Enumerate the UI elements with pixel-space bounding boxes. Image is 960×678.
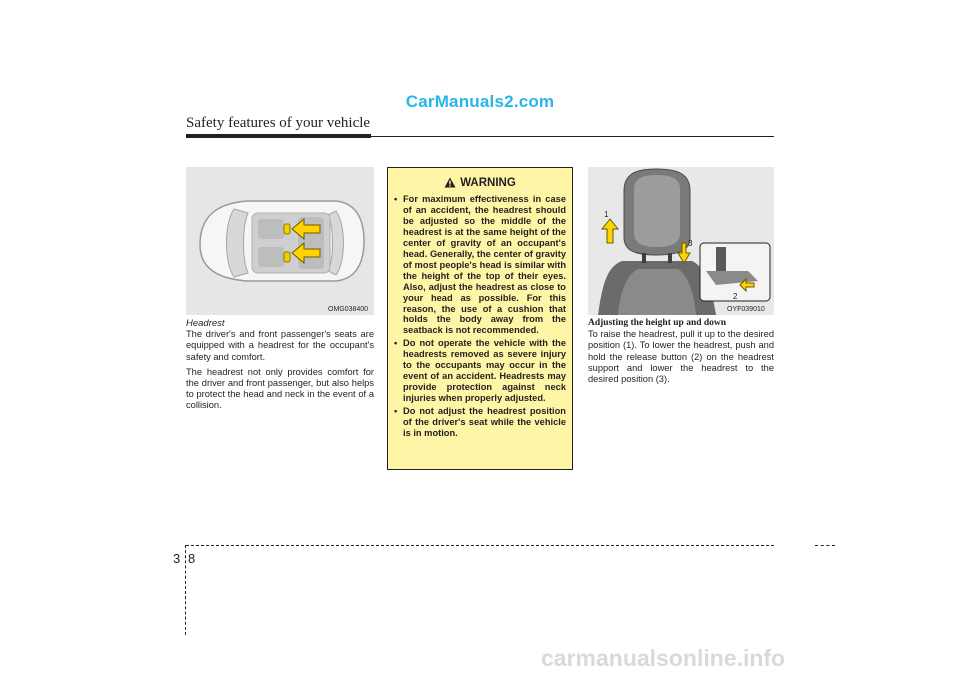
header-rule-thin: [371, 136, 774, 137]
car-top-view-illustration: [186, 167, 374, 315]
callout-3: 3: [688, 239, 693, 248]
adjusting-height-paragraph: To raise the headrest, pull it up to the desired position (1). To lower the headrest, push and hold the release button (2) on the headrest support and lower the headrest to the desired position (3).: [588, 329, 774, 385]
footer-rule: [186, 545, 774, 546]
section-title: Safety features of your vehicle: [186, 115, 371, 131]
warning-title: WARNING: [460, 177, 516, 189]
headrest-adjustment-figure: [588, 167, 774, 315]
callout-1: 1: [604, 210, 609, 219]
car-top-view-figure: [186, 167, 374, 315]
headrest-paragraph-2: The headrest not only provides comfort for the driver and front passenger, but also helps to protect the head and neck in the event of a collision.: [186, 366, 374, 411]
car-figure-code: OMG038400: [328, 306, 369, 313]
adjusting-height-subtitle: Adjusting the height up and down: [588, 318, 727, 328]
page-chapter-number: 3: [173, 551, 181, 566]
page-number: 8: [188, 551, 196, 566]
callout-2: 2: [733, 292, 738, 301]
footer-rule-extension: [815, 545, 835, 546]
header-rule-thick: [186, 134, 371, 138]
adjusting-height-column: [588, 318, 774, 385]
headrest-figure-code: OYF039010: [727, 306, 765, 313]
warning-item: • Do not adjust the headrest position of the driver's seat while the vehicle is in motion.: [394, 406, 566, 439]
warning-triangle-icon: [444, 177, 456, 188]
warning-item: • Do not operate the vehicle with the headrests removed as severe injury to the occupants may occur in the event of an accident. Headrests may provide protection against neck injuries when properly adjusted.: [394, 338, 566, 404]
headrest-illustration: [588, 167, 774, 315]
headrest-subtitle: Headrest: [186, 318, 225, 329]
warning-heading: [388, 177, 572, 189]
headrest-paragraph-1: The driver's and front passenger's seats are equipped with a headrest for the occupant's safety and comfort.: [186, 329, 374, 362]
warning-box: [387, 167, 573, 470]
watermark-top: CarManuals2.com: [405, 92, 555, 111]
page-margin-rule: [185, 545, 186, 635]
warning-item: • For maximum effectiveness in case of an accident, the headrest should be adjusted so the middle of the headrest is at the same height of the center of gravity of an occupant's head. Generally, the center of gravity of most people's head is similar with the height of the top of their eyes. Also, adjust the headrest as close to your head as possible. For this reason, the use of a cushion that holds the body away from the seatback is not recommended.: [394, 194, 566, 336]
watermark-bottom: carmanualsonline.info: [541, 645, 786, 671]
headrest-intro-column: [186, 318, 374, 416]
warning-list: [394, 194, 566, 441]
